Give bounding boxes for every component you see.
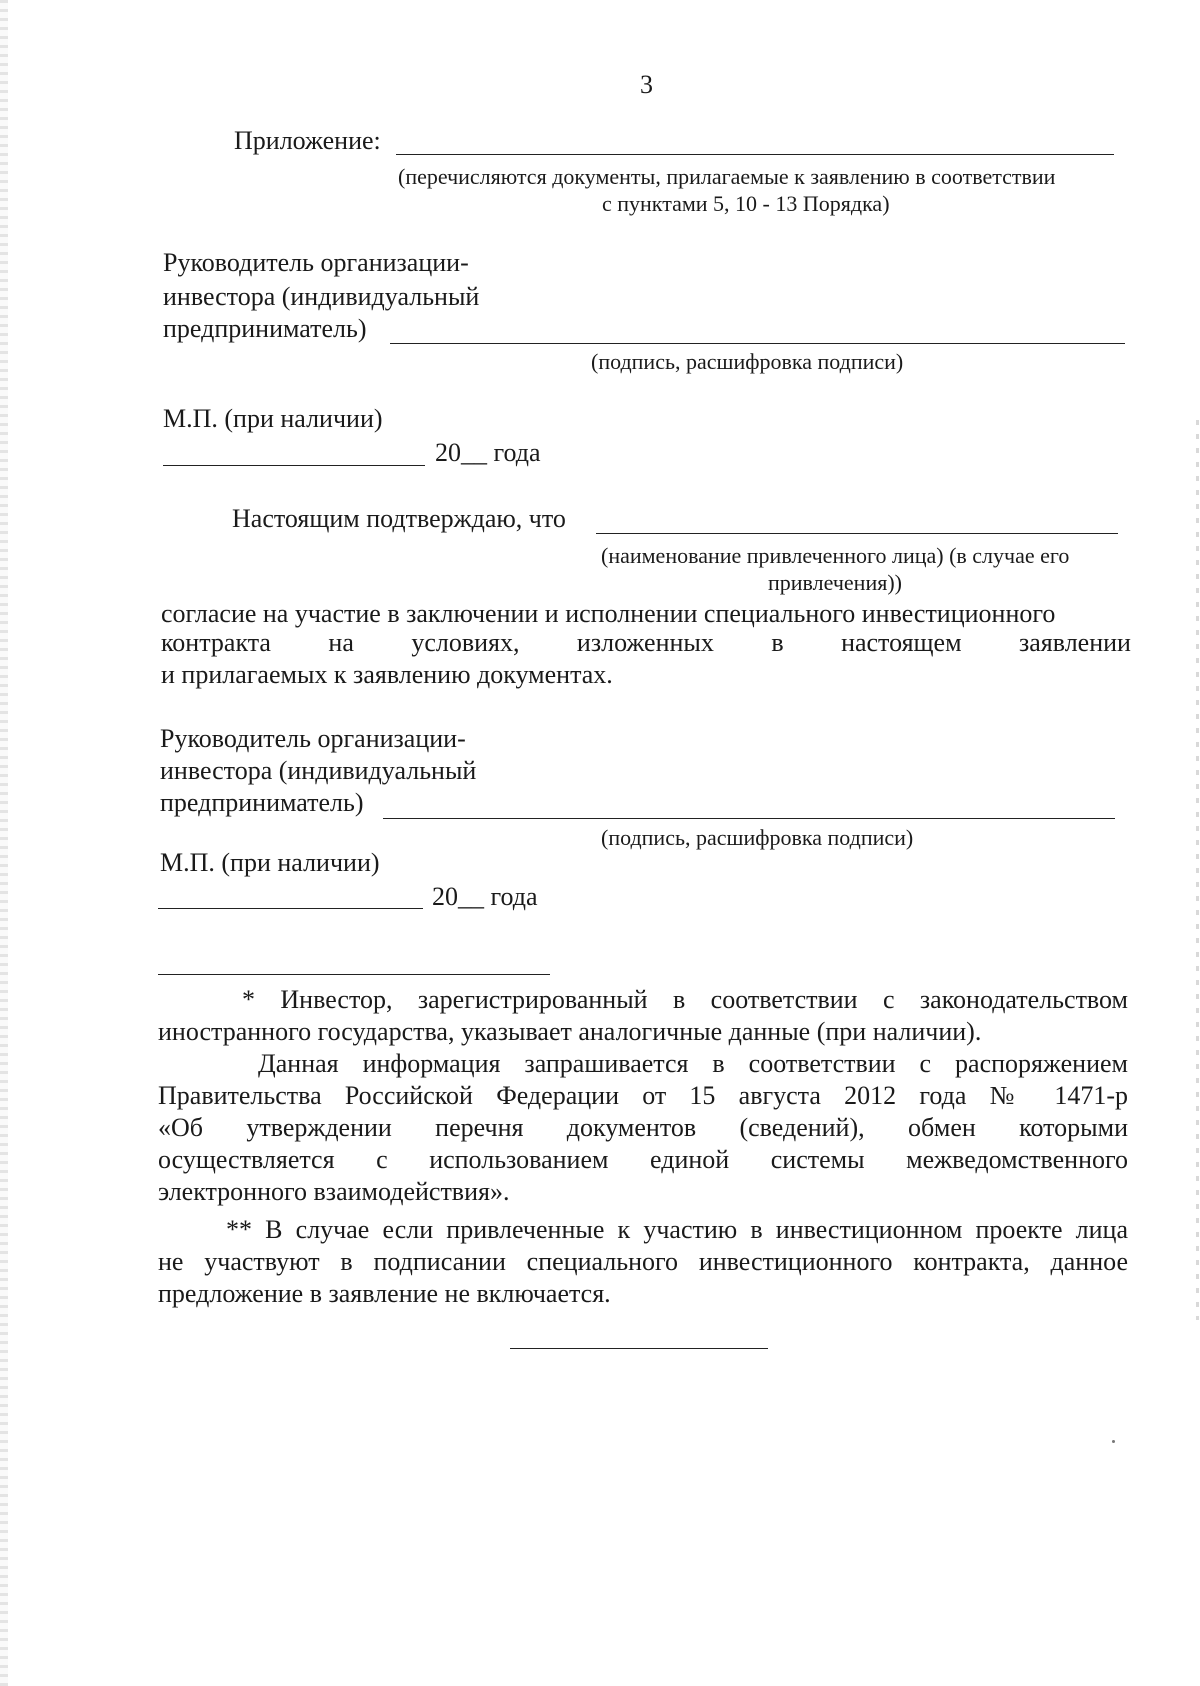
body-word: контракта: [161, 628, 271, 657]
footnote-2-line3: «Об утверждении перечня документов (сведений), обмен которыми: [158, 1113, 1128, 1142]
scan-edge-left: [0, 0, 8, 1686]
confirmation-hint-line1: (наименование привлеченного лица) (в случае его: [601, 543, 1070, 568]
date-line-1: [163, 465, 425, 466]
footnote-2-line5: электронного взаимодействия».: [158, 1177, 510, 1206]
confirmation-lead: Настоящим подтверждаю, что: [232, 504, 566, 533]
footnote-1-line2: иностранного государства, указывает аналогичные данные (при наличии).: [158, 1017, 982, 1046]
signer2-title-line1: Руководитель организации-: [160, 724, 466, 753]
signature-hint-2: (подпись, расшифровка подписи): [601, 825, 914, 850]
appendix-fill-line: [396, 154, 1114, 155]
body-word: заявлении: [1019, 628, 1131, 657]
end-rule: [510, 1348, 768, 1349]
footnote-2-line1: Данная информация запрашивается в соответствии с распоряжением: [258, 1049, 1128, 1078]
footnote-1-line1: * Инвестор, зарегистрированный в соответствии с законодательством: [242, 985, 1128, 1014]
confirmation-body-line1: согласие на участие в заключении и исполнении специального инвестиционного: [161, 599, 1056, 628]
page-number: 3: [640, 70, 653, 99]
footnote-3-line1: ** В случае если привлеченные к участию в инвестиционном проекте лица: [226, 1215, 1128, 1244]
confirmation-hint-line2: привлечения)): [768, 570, 902, 595]
footnote-3-line3: предложение в заявление не включается.: [158, 1279, 611, 1308]
confirmation-body-line2: [161, 630, 1131, 656]
body-word: настоящем: [841, 628, 962, 657]
confirmation-fill-line: [596, 533, 1118, 534]
scan-speck: [1112, 1440, 1115, 1443]
signature-hint-1: (подпись, расшифровка подписи): [591, 349, 904, 374]
date-year-2: 20__ года: [432, 882, 538, 911]
appendix-hint-line1: (перечисляются документы, прилагаемые к заявлению в соответствии: [398, 164, 1056, 189]
signer-title-line1: Руководитель организации-: [163, 248, 469, 277]
confirmation-body-line3: и прилагаемых к заявлению документах.: [161, 660, 613, 689]
scan-edge-right: [1196, 420, 1199, 1320]
signer2-title-line2: инвестора (индивидуальный: [160, 756, 477, 785]
body-word: в: [771, 628, 784, 657]
appendix-label: Приложение:: [234, 126, 381, 155]
footnote-2-line4: осуществляется с использованием единой системы межведомственного: [158, 1145, 1128, 1174]
signer-title-line3: предприниматель): [163, 314, 367, 343]
body-word: на: [328, 628, 354, 657]
footnote-2-line2: Правительства Российской Федерации от 15 августа 2012 года № 1471-р: [158, 1081, 1128, 1110]
signer-title-line2: инвестора (индивидуальный: [163, 282, 480, 311]
body-word: изложенных: [576, 628, 714, 657]
signature-line-2: [383, 818, 1115, 819]
date-line-2: [158, 908, 423, 909]
seal-label-2: М.П. (при наличии): [160, 848, 380, 877]
footnote-separator: [158, 974, 550, 975]
footnote-3-line2: не участвуют в подписании специального инвестиционного контракта, данное: [158, 1247, 1128, 1276]
signer2-title-line3: предприниматель): [160, 788, 364, 817]
body-word: условиях,: [411, 628, 520, 657]
seal-label-1: М.П. (при наличии): [163, 404, 383, 433]
date-year-1: 20__ года: [435, 438, 541, 467]
signature-line-1: [390, 343, 1125, 344]
appendix-hint-line2: с пунктами 5, 10 - 13 Порядка): [602, 191, 890, 216]
